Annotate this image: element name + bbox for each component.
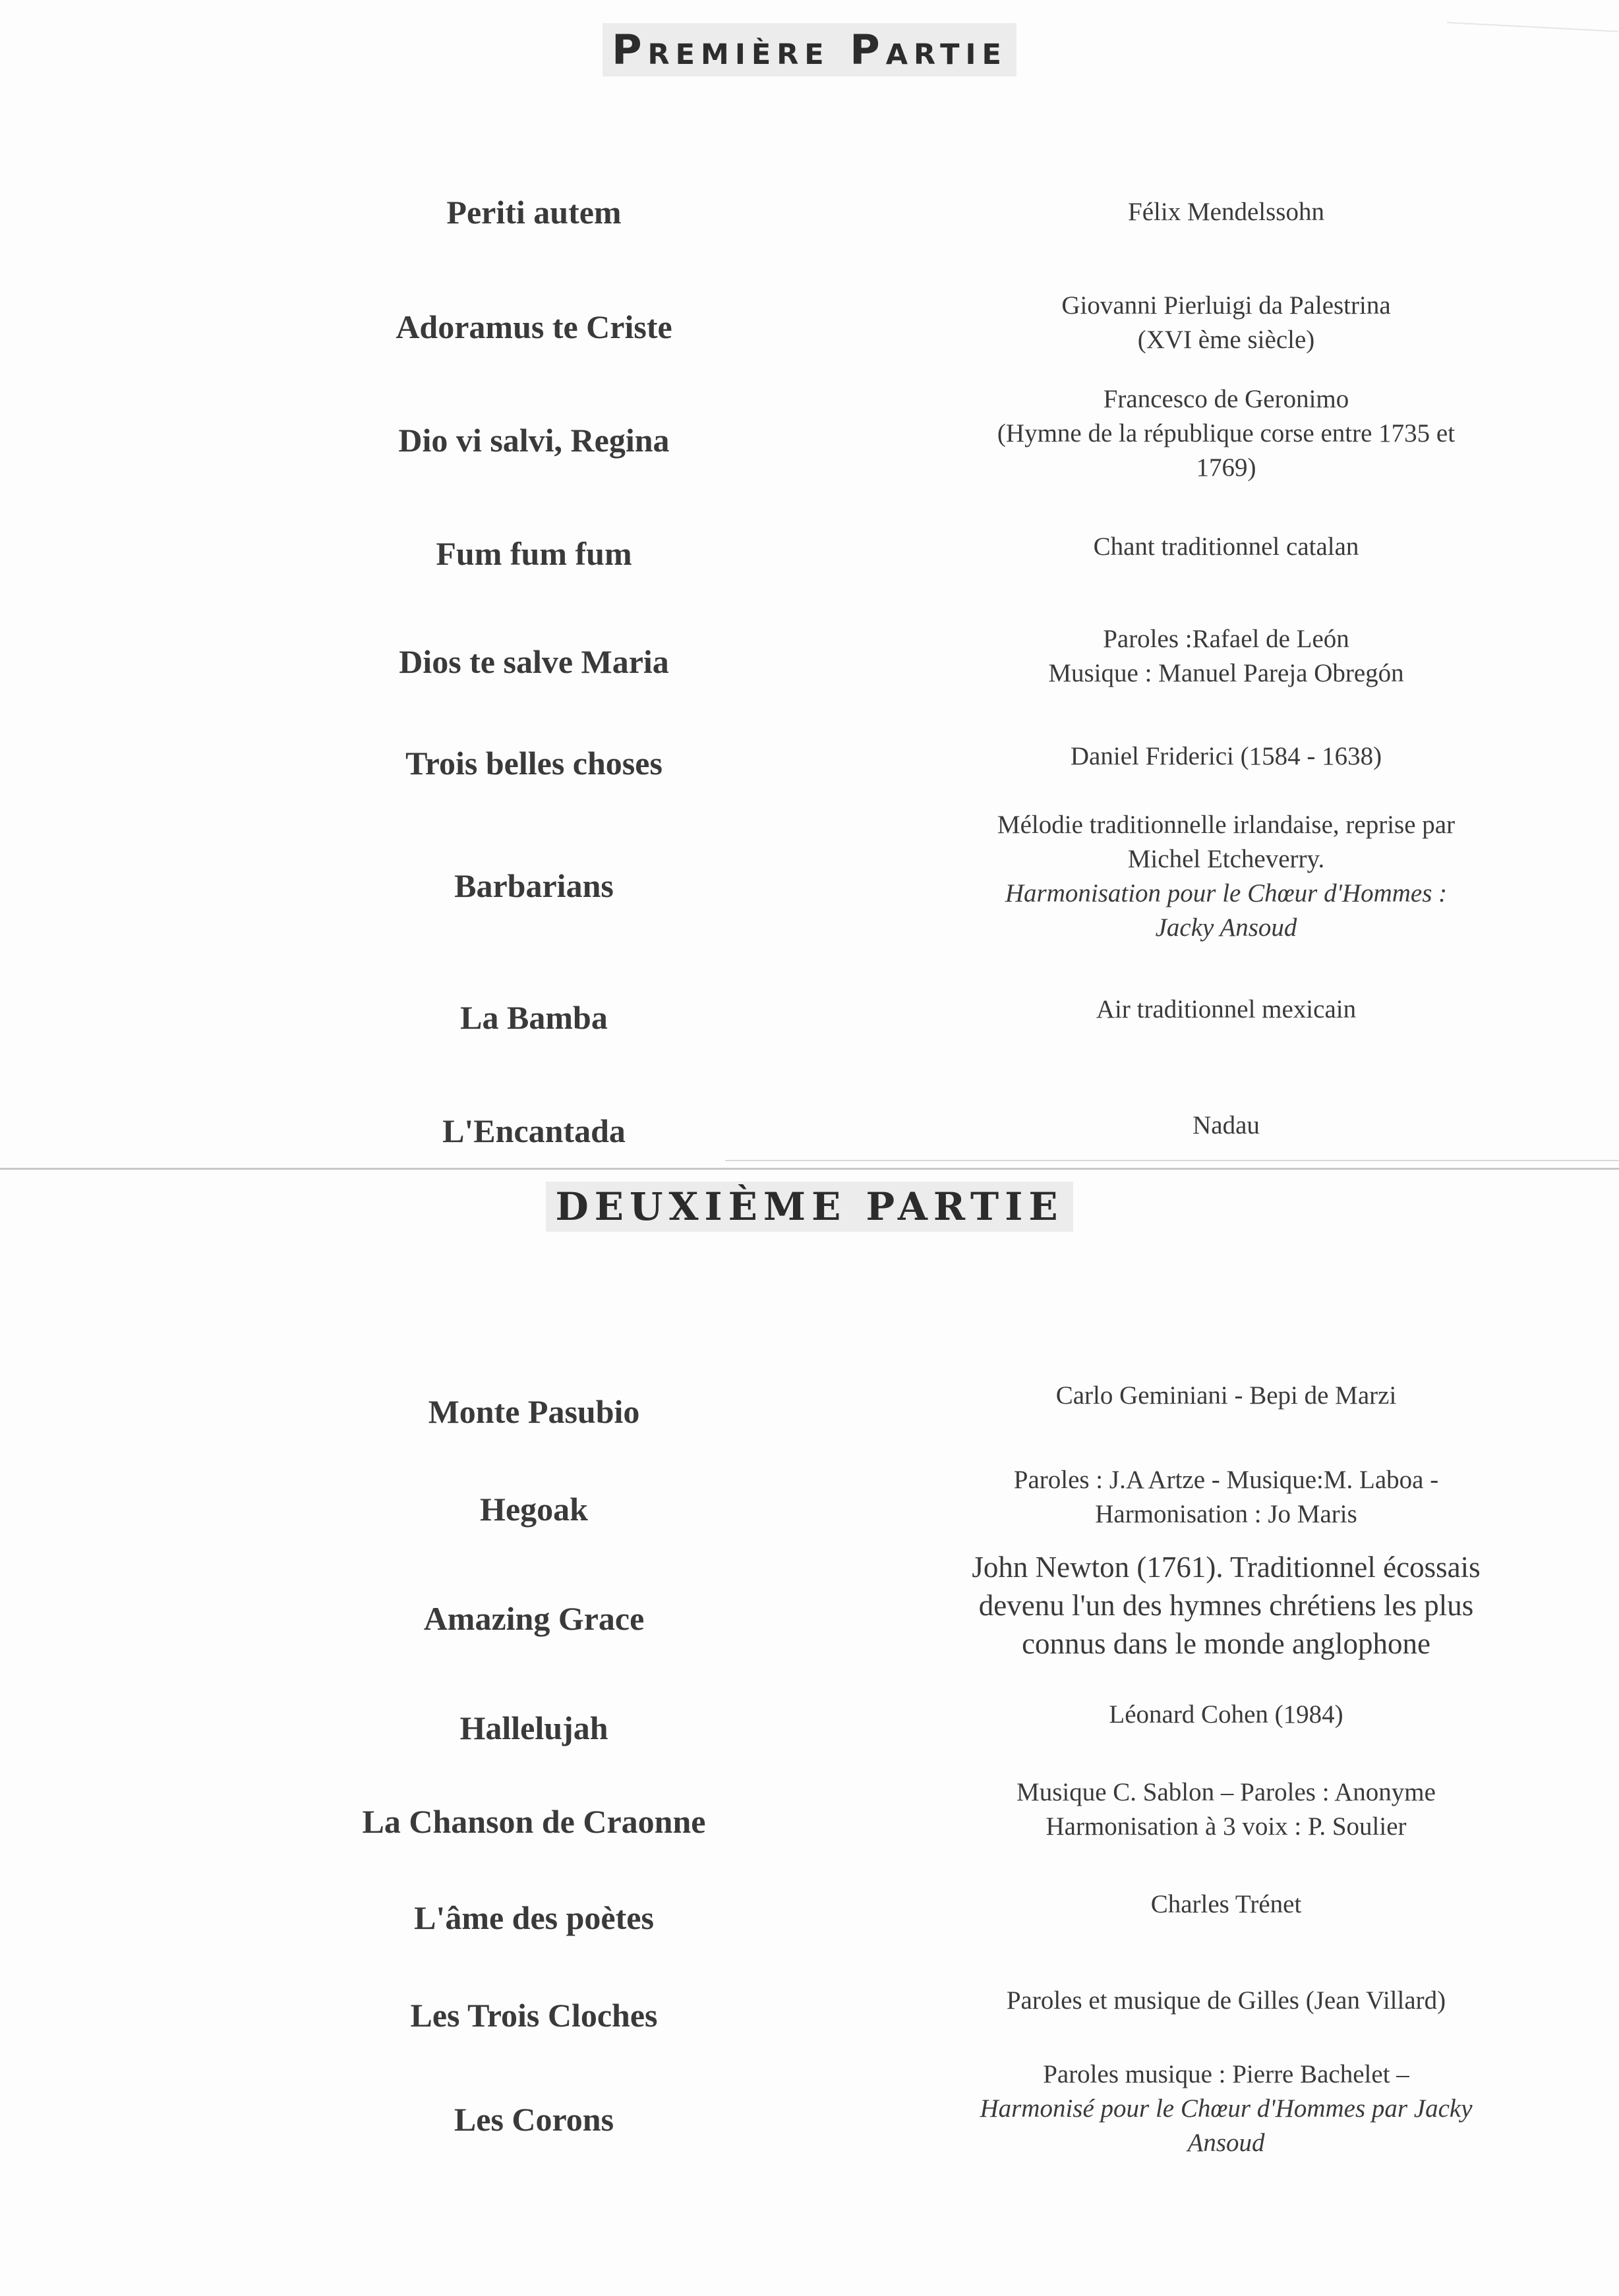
piece-title: Dios te salve Maria	[399, 643, 669, 680]
program-item-details	[0, 511, 1619, 583]
piece-credits	[910, 1698, 1543, 1732]
piece-credits	[910, 530, 1543, 564]
piece-title: Periti autem	[446, 194, 622, 231]
piece-title: L'Encantada	[442, 1112, 626, 1149]
part2-heading	[0, 1170, 1619, 1243]
piece-title: Les Corons	[454, 2101, 614, 2138]
program-item-details	[0, 973, 1619, 1046]
part2-title: DEUXIÈME PARTIE	[546, 1182, 1073, 1232]
piece-credits	[910, 195, 1543, 229]
credit-line: Musique : Manuel Pareja Obregón	[1048, 659, 1404, 687]
credit-line: Léonard Cohen (1984)	[1109, 1700, 1343, 1729]
credit-line: Daniel Friderici (1584 - 1638)	[1070, 742, 1382, 770]
piece-title: La Bamba	[460, 999, 608, 1036]
piece-title: L'âme des poètes	[414, 1899, 654, 1936]
piece-credits	[910, 1984, 1543, 2018]
piece-title: Dio vi salvi, Regina	[398, 422, 670, 459]
credit-line: (XVI ème siècle)	[1137, 326, 1315, 354]
credit-line: Paroles : J.A Artze - Musique:M. Laboa - Harmonisation : Jo Maris	[1013, 1466, 1439, 1528]
part1-title: Première Partie	[603, 23, 1016, 76]
piece-title: Monte Pasubio	[428, 1393, 640, 1430]
credit-line: Paroles et musique de Gilles (Jean Villard)	[1006, 1986, 1446, 2015]
program-item-details	[0, 1965, 1619, 2037]
credit-line: Harmonisé pour le Chœur d'Hommes par Jacky Ansoud	[980, 2094, 1473, 2157]
program-item-details	[0, 1767, 1619, 1852]
program-item-details	[0, 176, 1619, 248]
credit-line: Francesco de Geronimo	[1103, 385, 1349, 413]
program-item-details	[0, 1868, 1619, 1941]
credit-line: John Newton (1761). Traditionnel écossais devenu l'un des hymnes chrétiens les plus connus dans le monde anglophone	[972, 1551, 1481, 1660]
piece-title: Hegoak	[480, 1491, 588, 1528]
credit-line: Harmonisation à 3 voix : P. Soulier	[1045, 1812, 1407, 1841]
part1-heading	[0, 13, 1619, 86]
credit-line: (Hymne de la république corse entre 1735 et 1769)	[997, 419, 1456, 482]
page-divider	[0, 1168, 1619, 1170]
piece-credits	[910, 622, 1543, 691]
piece-title: Trois belles choses	[405, 745, 662, 782]
program-item-details	[0, 378, 1619, 490]
program-item-details	[0, 1543, 1619, 1668]
credit-line: Chant traditionnel catalan	[1093, 532, 1359, 561]
credit-line: Félix Mendelssohn	[1128, 198, 1324, 226]
program-item-details	[0, 1360, 1619, 1432]
credit-line: Carlo Geminiani - Bepi de Marzi	[1055, 1381, 1397, 1410]
piece-title: Adoramus te Criste	[396, 308, 672, 345]
program-item-details	[0, 280, 1619, 366]
piece-credits	[910, 2057, 1543, 2160]
piece-credits	[910, 1379, 1543, 1413]
piece-credits	[910, 1463, 1543, 1532]
piece-credits	[910, 992, 1543, 1027]
credit-line: Charles Trénet	[1150, 1890, 1302, 1918]
piece-title: Fum fum fum	[436, 535, 632, 572]
program-item-details	[0, 720, 1619, 793]
piece-credits	[910, 1108, 1543, 1143]
piece-title: La Chanson de Craonne	[362, 1803, 706, 1840]
program-item-details	[0, 1454, 1619, 1540]
credit-line: Nadau	[1192, 1111, 1260, 1139]
page-divider-secondary	[725, 1160, 1619, 1161]
piece-title: Amazing Grace	[423, 1600, 645, 1637]
program-item-details	[0, 1679, 1619, 1751]
program-item-details	[0, 801, 1619, 952]
piece-credits	[910, 1548, 1543, 1663]
piece-credits	[910, 382, 1543, 485]
credit-line: Paroles :Rafael de León	[1103, 625, 1349, 653]
piece-credits	[910, 808, 1543, 945]
piece-credits	[910, 1775, 1543, 1844]
piece-title: Barbarians	[454, 867, 614, 904]
program-item-details	[0, 1089, 1619, 1162]
credit-line: Harmonisation pour le Chœur d'Hommes : Jacky Ansoud	[1005, 879, 1448, 942]
program-item-details	[0, 2050, 1619, 2168]
piece-credits	[910, 739, 1543, 774]
credit-line: Air traditionnel mexicain	[1096, 995, 1357, 1023]
piece-title: Hallelujah	[459, 1709, 608, 1746]
credit-line: Paroles musique : Pierre Bachelet –	[1043, 2060, 1409, 2088]
piece-title: Les Trois Cloches	[410, 1997, 658, 2034]
piece-credits	[910, 289, 1543, 357]
credit-line: Musique C. Sablon – Paroles : Anonyme	[1016, 1778, 1436, 1806]
piece-credits	[910, 1887, 1543, 1922]
credit-line: Mélodie traditionnelle irlandaise, reprise par Michel Etcheverry.	[997, 811, 1456, 873]
program-item-details	[0, 614, 1619, 699]
credit-line: Giovanni Pierluigi da Palestrina	[1061, 291, 1391, 320]
